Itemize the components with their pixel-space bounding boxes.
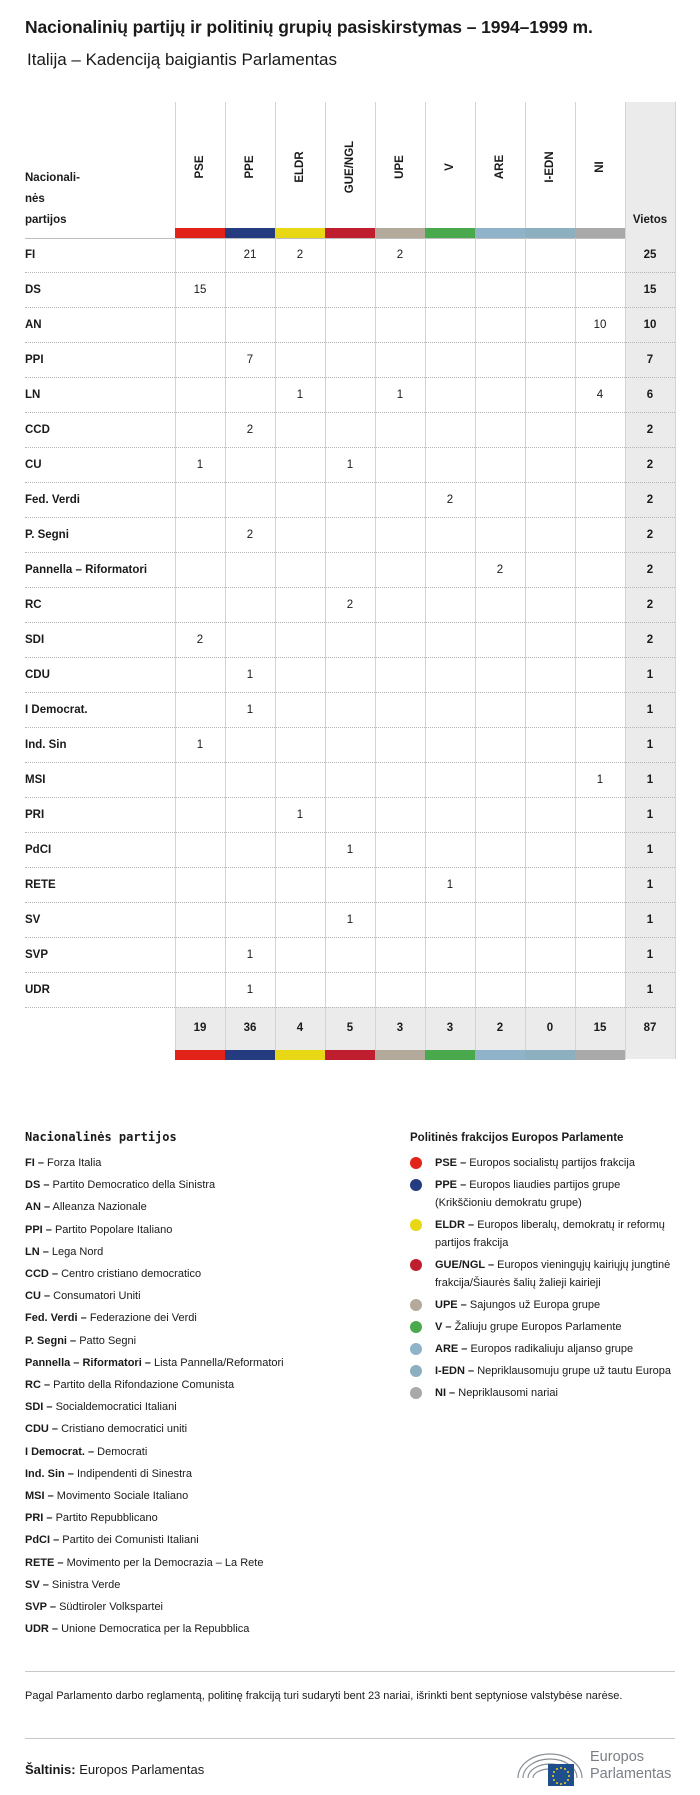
- party-legend-abbr: Ind. Sin –: [25, 1467, 74, 1480]
- table-row: [25, 658, 675, 693]
- row-total-cell: 2: [646, 529, 654, 541]
- party-name: PdCI: [25, 844, 52, 856]
- seat-count-cell: 21: [243, 249, 257, 261]
- group-legend-name: Europos liberalų, demokratų ir reformų partijos frakcija: [435, 1219, 665, 1249]
- party-legend-item: [25, 1241, 365, 1263]
- party-legend-item: [25, 1507, 365, 1529]
- seat-count-cell: 2: [246, 529, 254, 541]
- seat-count-cell: 2: [496, 564, 504, 576]
- column-header-label: UPE: [394, 155, 406, 179]
- group-color-dot-icon: [410, 1343, 422, 1355]
- table-row: [25, 378, 675, 413]
- party-name: AN: [25, 319, 42, 331]
- seats-column-header: Vietos: [632, 214, 668, 226]
- groups-legend: [410, 1132, 680, 1406]
- party-legend-name: Partito dei Comunisti Italiani: [62, 1534, 199, 1547]
- group-legend-name: Sajungos už Europa grupe: [469, 1299, 601, 1311]
- group-legend-item: [410, 1176, 680, 1212]
- party-legend-abbr: PdCI –: [25, 1534, 60, 1547]
- group-legend-abbr: GUE/NGL –: [435, 1259, 495, 1271]
- group-color-dot-icon: [410, 1259, 422, 1271]
- page-subtitle: Italija – Kadenciją baigiantis Parlamentas: [27, 50, 337, 69]
- group-legend-abbr: NI –: [435, 1387, 456, 1399]
- party-legend-name: Alleanza Nazionale: [52, 1201, 147, 1214]
- party-legend-name: Partito della Rifondazione Comunista: [53, 1379, 235, 1392]
- table-row: [25, 833, 675, 868]
- group-legend-item: [410, 1362, 680, 1380]
- party-name: Pannella – Riformatori: [25, 564, 148, 576]
- party-legend-abbr: LN –: [25, 1245, 49, 1258]
- party-legend-name: Indipendenti di Sinestra: [76, 1467, 192, 1480]
- party-legend-item: [25, 1330, 365, 1352]
- party-legend-name: Federazione dei Verdi: [89, 1312, 197, 1325]
- group-legend-item: [410, 1216, 680, 1252]
- seat-count-cell: 2: [196, 634, 204, 646]
- seat-count-cell: 4: [596, 389, 604, 401]
- row-total-cell: 1: [646, 914, 654, 926]
- row-total-cell: 2: [646, 459, 654, 471]
- party-legend-item: [25, 1618, 365, 1640]
- row-header-label: Nacionalinės partijos: [25, 172, 80, 226]
- ep-logo-line2: Parlamentas: [590, 1766, 672, 1782]
- ep-logo: [515, 1748, 680, 1788]
- party-legend-abbr: RETE –: [25, 1556, 64, 1569]
- group-color-dot-icon: [410, 1365, 422, 1377]
- parties-legend-heading: Nacionalinės partijos: [25, 1130, 177, 1144]
- group-legend-name: Nepriklausomuju grupe už tautu Europa: [477, 1365, 672, 1377]
- party-name: UDR: [25, 984, 50, 996]
- row-total-cell: 1: [646, 879, 654, 891]
- seat-count-cell: 10: [593, 319, 607, 331]
- grand-total-cell: 87: [643, 1022, 657, 1034]
- party-name: SVP: [25, 949, 49, 961]
- group-color-dot-icon: [410, 1299, 422, 1311]
- party-legend-abbr: CU –: [25, 1290, 51, 1303]
- column-header: [275, 112, 325, 222]
- seat-count-cell: 7: [246, 354, 254, 366]
- seat-count-cell: 1: [346, 844, 354, 856]
- column-header: [425, 112, 475, 222]
- party-legend-abbr: CCD –: [25, 1268, 59, 1281]
- column-header: [175, 112, 225, 222]
- table-row: [25, 763, 675, 798]
- group-legend-name: Žaliuju grupe Europos Parlamente: [454, 1321, 622, 1333]
- group-legend-name: Europos socialistų partijos frakcija: [469, 1157, 635, 1169]
- row-total-cell: 7: [646, 354, 654, 366]
- column-total-cell: 0: [546, 1022, 554, 1034]
- column-header: [375, 112, 425, 222]
- seat-count-cell: 1: [196, 739, 204, 751]
- party-legend-abbr: RC –: [25, 1379, 51, 1392]
- party-legend-abbr: SVP –: [25, 1601, 56, 1614]
- seat-count-cell: 2: [296, 249, 304, 261]
- party-name: Fed. Verdi: [25, 494, 80, 506]
- group-legend-abbr: ARE –: [435, 1343, 468, 1355]
- group-legend-abbr: V –: [435, 1321, 452, 1333]
- group-color-dot-icon: [410, 1387, 422, 1399]
- table-row: [25, 518, 675, 553]
- footnote: Pagal Parlamento darbo reglamentą, politinę frakciją turi sudaryti bent 23 nariai, išrinkti bent septyniose valstybėse narėse.: [25, 1690, 623, 1702]
- party-legend-name: Partito Democratico della Sinistra: [52, 1179, 216, 1192]
- group-legend-item: [410, 1384, 680, 1402]
- column-total-cell: 3: [446, 1022, 454, 1034]
- group-legend-abbr: UPE –: [435, 1299, 467, 1311]
- ep-logo-text: [590, 1749, 671, 1783]
- group-color-bar: [425, 1050, 475, 1060]
- seat-count-cell: 1: [296, 809, 304, 821]
- group-color-dot-icon: [410, 1219, 422, 1231]
- column-header-label: NI: [594, 161, 606, 173]
- party-legend-item: [25, 1263, 365, 1285]
- party-name: P. Segni: [25, 529, 69, 541]
- group-color-bar: [375, 228, 425, 238]
- party-legend-name: Socialdemocratici Italiani: [55, 1401, 177, 1414]
- group-color-bar: [225, 1050, 275, 1060]
- seat-count-cell: 2: [396, 249, 404, 261]
- party-legend-item: [25, 1396, 365, 1418]
- group-legend-item: [410, 1256, 680, 1292]
- row-total-cell: 15: [643, 284, 657, 296]
- party-legend-abbr: Fed. Verdi –: [25, 1312, 87, 1325]
- column-total-cell: 2: [496, 1022, 504, 1034]
- table-row: [25, 798, 675, 833]
- party-legend-abbr: PRI –: [25, 1512, 53, 1525]
- column-header-label: PSE: [194, 155, 206, 179]
- party-legend-name: Patto Segni: [79, 1334, 137, 1347]
- parliament-emblem-icon: [515, 1748, 585, 1788]
- seat-count-cell: 1: [396, 389, 404, 401]
- party-name: PRI: [25, 809, 45, 821]
- group-legend-item: [410, 1340, 680, 1358]
- party-legend-item: [25, 1219, 365, 1241]
- column-header-label: ELDR: [294, 151, 306, 183]
- party-legend-abbr: AN –: [25, 1201, 51, 1214]
- party-name: RC: [25, 599, 42, 611]
- party-legend-abbr: FI –: [25, 1157, 44, 1169]
- group-color-dot-icon: [410, 1321, 422, 1333]
- party-legend-name: Sinistra Verde: [51, 1578, 121, 1591]
- party-legend-name: Lega Nord: [51, 1245, 104, 1258]
- party-legend-item: [25, 1529, 365, 1551]
- column-total-cell: 5: [346, 1022, 354, 1034]
- table-row: [25, 413, 675, 448]
- seat-count-cell: 1: [246, 669, 254, 681]
- column-header-label: ARE: [494, 154, 506, 180]
- party-legend-item: [25, 1196, 365, 1218]
- table-row: [25, 448, 675, 483]
- table-row: [25, 588, 675, 623]
- row-total-cell: 1: [646, 669, 654, 681]
- row-total-cell: 2: [646, 564, 654, 576]
- table-row: [25, 973, 675, 1008]
- row-total-cell: 1: [646, 774, 654, 786]
- party-name: PPI: [25, 354, 44, 366]
- group-legend-abbr: PPE –: [435, 1179, 467, 1191]
- group-legend-name: Nepriklausomi nariai: [458, 1387, 558, 1399]
- groups-legend-heading: Politinės frakcijos Europos Parlamente: [410, 1132, 624, 1144]
- row-total-cell: 2: [646, 424, 654, 436]
- group-color-bar: [175, 228, 225, 238]
- party-legend-name: Movimento Sociale Italiano: [56, 1490, 189, 1503]
- distribution-table: [25, 102, 675, 1067]
- seat-count-cell: 15: [193, 284, 207, 296]
- table-row: [25, 483, 675, 518]
- row-total-cell: 2: [646, 634, 654, 646]
- seat-count-cell: 1: [246, 949, 254, 961]
- seat-count-cell: 1: [346, 914, 354, 926]
- party-name: LN: [25, 389, 41, 401]
- column-total-cell: 15: [593, 1022, 607, 1034]
- party-legend-name: Partito Repubblicano: [55, 1512, 158, 1525]
- group-legend-item: [410, 1318, 680, 1336]
- party-legend-abbr: Pannella – Riformatori –: [25, 1356, 151, 1369]
- group-legend-name: Europos liaudies partijos grupe (Krikščioniu demokratu grupe): [435, 1179, 621, 1209]
- party-name: Ind. Sin: [25, 739, 67, 751]
- party-legend-abbr: SV –: [25, 1578, 49, 1591]
- group-color-bar: [275, 1050, 325, 1060]
- party-legend-item: [25, 1307, 365, 1329]
- column-header: [575, 112, 625, 222]
- table-row: [25, 273, 675, 308]
- column-header-label: PPE: [244, 155, 256, 179]
- party-name: I Democrat.: [25, 704, 88, 716]
- column-header-label: V: [444, 163, 456, 171]
- totals-row: [25, 1007, 675, 1050]
- party-legend-name: Südtiroler Volkspartei: [59, 1601, 164, 1614]
- table-row: [25, 868, 675, 903]
- group-color-bar: [525, 228, 575, 238]
- group-color-bar: [575, 1050, 625, 1060]
- table-row: [25, 938, 675, 973]
- party-legend-item: [25, 1596, 365, 1618]
- group-color-dot-icon: [410, 1157, 422, 1169]
- party-name: CDU: [25, 669, 50, 681]
- party-name: FI: [25, 249, 36, 261]
- row-total-cell: 2: [646, 494, 654, 506]
- ep-logo-line1: Europos: [590, 1749, 645, 1765]
- party-legend-item: [25, 1552, 365, 1574]
- party-legend-abbr: PPI –: [25, 1223, 52, 1236]
- group-color-bar: [525, 1050, 575, 1060]
- row-total-cell: 1: [646, 949, 654, 961]
- party-legend-item: [25, 1418, 365, 1440]
- party-name: SV: [25, 914, 41, 926]
- column-header: [525, 112, 575, 222]
- party-legend-abbr: I Democrat. –: [25, 1445, 95, 1458]
- column-total-cell: 36: [243, 1022, 257, 1034]
- table-row: [25, 553, 675, 588]
- group-legend-name: Europos radikaliuju aljanso grupe: [470, 1343, 634, 1355]
- seat-count-cell: 1: [446, 879, 454, 891]
- party-legend-item: [25, 1463, 365, 1485]
- party-legend-name: Centro cristiano democratico: [61, 1268, 202, 1281]
- group-legend-name: Europos vieningųjų kairiųjų jungtinė frakcija/Šiaurės šalių žalieji kairieji: [435, 1259, 671, 1289]
- row-total-cell: 1: [646, 809, 654, 821]
- source-value: Europos Parlamentas: [79, 1762, 205, 1777]
- table-row: [25, 728, 675, 763]
- party-legend-item: [25, 1574, 365, 1596]
- table-row: [25, 238, 675, 273]
- party-name: CU: [25, 459, 42, 471]
- party-legend-abbr: CDU –: [25, 1423, 59, 1436]
- row-total-cell: 2: [646, 599, 654, 611]
- row-total-cell: 1: [646, 844, 654, 856]
- party-name: RETE: [25, 879, 56, 891]
- column-header: [325, 112, 375, 222]
- seat-count-cell: 2: [246, 424, 254, 436]
- column-header-label: I-EDN: [544, 151, 556, 183]
- group-legend-item: [410, 1154, 680, 1172]
- page-title: Nacionalinių partijų ir politinių grupių pasiskirstymas – 1994–1999 m.: [25, 17, 593, 37]
- party-legend-item: [25, 1441, 365, 1463]
- column-total-cell: 3: [396, 1022, 404, 1034]
- seat-count-cell: 1: [246, 704, 254, 716]
- party-legend-abbr: SDI –: [25, 1401, 53, 1414]
- seat-count-cell: 1: [346, 459, 354, 471]
- seat-count-cell: 2: [346, 599, 354, 611]
- party-legend-name: Forza Italia: [47, 1157, 102, 1169]
- column-header: [475, 112, 525, 222]
- party-name: MSI: [25, 774, 46, 786]
- source-line: [25, 1762, 204, 1777]
- source-label: Šaltinis:: [25, 1762, 76, 1777]
- seat-count-cell: 1: [596, 774, 604, 786]
- row-total-cell: 1: [646, 984, 654, 996]
- row-total-cell: 1: [646, 739, 654, 751]
- party-name: CCD: [25, 424, 50, 436]
- row-total-cell: 10: [643, 319, 657, 331]
- group-color-dot-icon: [410, 1179, 422, 1191]
- group-color-bar: [225, 228, 275, 238]
- party-legend-abbr: DS –: [25, 1179, 50, 1192]
- party-legend-name: Consumatori Uniti: [53, 1290, 141, 1303]
- group-legend-abbr: I-EDN –: [435, 1365, 475, 1377]
- group-legend-item: [410, 1296, 680, 1314]
- party-legend-name: Lista Pannella/Reformatori: [154, 1356, 284, 1369]
- seat-count-cell: 1: [196, 459, 204, 471]
- column-gridline: [675, 102, 676, 1059]
- row-total-cell: 25: [643, 249, 657, 261]
- table-row: [25, 343, 675, 378]
- group-legend-abbr: PSE –: [435, 1157, 467, 1169]
- group-color-bar: [325, 1050, 375, 1060]
- party-legend-item: [25, 1485, 365, 1507]
- note-divider-bottom: [25, 1738, 675, 1739]
- party-legend-item: [25, 1374, 365, 1396]
- group-color-bar: [325, 228, 375, 238]
- table-row: [25, 623, 675, 658]
- group-legend-abbr: ELDR –: [435, 1219, 475, 1231]
- party-legend-item: [25, 1174, 365, 1196]
- column-total-cell: 4: [296, 1022, 304, 1034]
- party-name: DS: [25, 284, 41, 296]
- seat-count-cell: 2: [446, 494, 454, 506]
- party-legend-name: Cristiano democratici uniti: [61, 1423, 188, 1436]
- party-legend-abbr: UDR –: [25, 1623, 59, 1636]
- party-legend-name: Democrati: [97, 1445, 148, 1458]
- group-color-bar: [425, 228, 475, 238]
- row-total-cell: 6: [646, 389, 654, 401]
- row-total-cell: 1: [646, 704, 654, 716]
- group-color-bar: [475, 228, 525, 238]
- parties-legend: [25, 1130, 365, 1640]
- party-legend-name: Movimento per la Democrazia – La Rete: [66, 1556, 264, 1569]
- note-divider-top: [25, 1671, 675, 1672]
- party-legend-item: [25, 1152, 365, 1174]
- party-legend-name: Partito Popolare Italiano: [54, 1223, 173, 1236]
- column-header: [225, 112, 275, 222]
- group-color-bar: [475, 1050, 525, 1060]
- party-legend-abbr: MSI –: [25, 1490, 54, 1503]
- table-row: [25, 308, 675, 343]
- column-total-cell: 19: [193, 1022, 207, 1034]
- group-color-bar: [375, 1050, 425, 1060]
- party-legend-item: [25, 1285, 365, 1307]
- seat-count-cell: 1: [296, 389, 304, 401]
- party-name: SDI: [25, 634, 45, 646]
- group-color-bar: [175, 1050, 225, 1060]
- party-legend-item: [25, 1352, 365, 1374]
- table-row: [25, 903, 675, 938]
- column-header-label: GUE/NGL: [344, 140, 356, 194]
- party-legend-name: Unione Democratica per la Repubblica: [61, 1623, 250, 1636]
- group-color-bar: [275, 228, 325, 238]
- seat-count-cell: 1: [246, 984, 254, 996]
- table-row: [25, 693, 675, 728]
- group-color-bar: [575, 228, 625, 238]
- party-legend-abbr: P. Segni –: [25, 1334, 77, 1347]
